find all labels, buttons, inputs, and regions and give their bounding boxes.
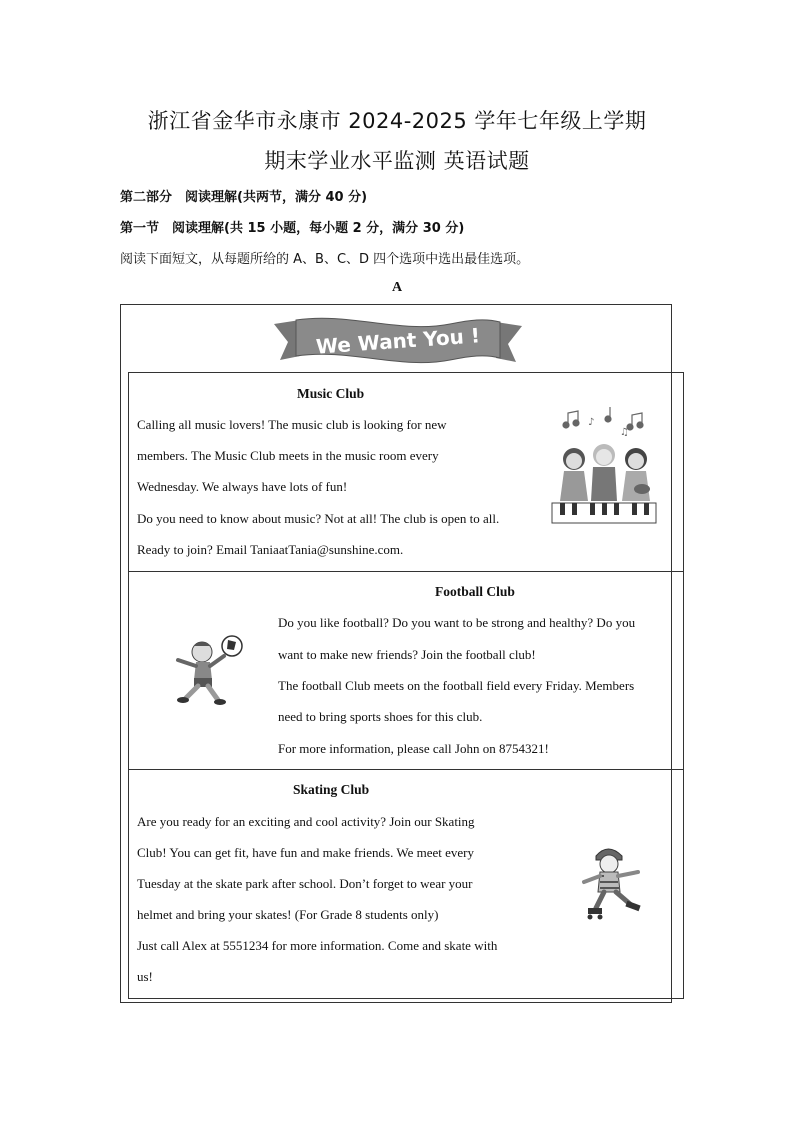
direction-text: 阅读下面短文，从每题所给的 A、B、C、D 四个选项中选出最佳选项。 (120, 252, 530, 267)
football-club-line: Do you like football? Do you want to be strong and healthy? Do you (278, 615, 636, 630)
boy-kicking-football-icon (166, 630, 248, 710)
page-title-line2: 期末学业水平监测 英语试题 (264, 149, 530, 173)
section-heading: 第一节 阅读理解(共 15 小题，每小题 2 分，满分 30 分) (120, 221, 465, 236)
children-singing-icon (548, 405, 660, 527)
passage-letter: A (391, 280, 403, 295)
svg-text:♫: ♫ (620, 427, 629, 438)
football-club-line: need to bring sports shoes for this club. (278, 709, 483, 724)
music-club-title: Music Club (297, 386, 365, 401)
music-club-line: Calling all music lovers! The music club is looking for new (137, 417, 447, 432)
music-club-line: Do you need to know about music? Not at all! The club is open to all. (137, 511, 500, 526)
svg-text:♪: ♪ (588, 417, 595, 428)
football-club-line: want to make new friends? Join the football club! (278, 647, 536, 662)
boy-roller-skating-icon (578, 842, 650, 924)
skating-club-line: helmet and bring your skates! (For Grade 8 students only) (137, 907, 439, 922)
skating-club-line: Are you ready for an exciting and cool activity? Join our Skating (137, 814, 475, 829)
football-club-line: The football Club meets on the football field every Friday. Members (278, 678, 635, 693)
music-club-line: Wednesday. We always have lots of fun! (137, 479, 348, 494)
football-club-line: For more information, please call John on 8754321! (278, 741, 549, 756)
banner-text: We Want You ! (315, 323, 481, 359)
we-want-you-banner (270, 312, 526, 368)
music-club-line: Ready to join? Email TaniaatTania@sunshine.com. (137, 542, 404, 557)
skating-club-title: Skating Club (293, 782, 370, 797)
skating-club-line: Tuesday at the skate park after school. Don’t forget to wear your (137, 876, 473, 891)
part-heading: 第二部分 阅读理解(共两节，满分 40 分) (120, 190, 368, 205)
page-title-line1: 浙江省金华市永康市 2024-2025 学年七年级上学期 (147, 109, 647, 133)
skating-club-line: Just call Alex at 5551234 for more information. Come and skate with (137, 938, 498, 953)
skating-club-line: Club! You can get fit, have fun and make friends. We meet every (137, 845, 474, 860)
skating-club-line: us! (137, 969, 153, 984)
music-club-line: members. The Music Club meets in the music room every (137, 448, 439, 463)
football-club-title: Football Club (435, 584, 515, 599)
